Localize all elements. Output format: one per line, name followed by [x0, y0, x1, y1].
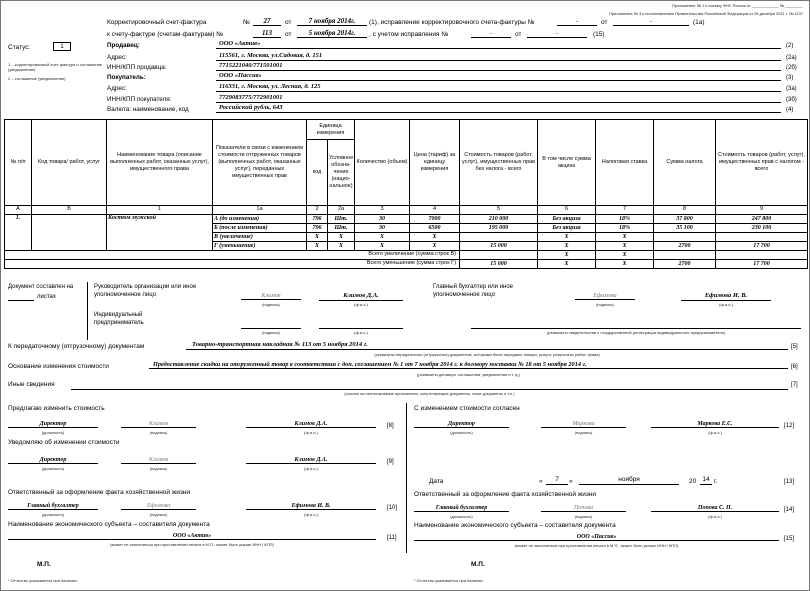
- agree-code: [12]: [784, 423, 795, 429]
- right-resp-label: Ответственный за оформление факта хозяйственной жизни: [414, 491, 597, 498]
- left-stamp: М.П.: [37, 561, 51, 568]
- header-line2-from: от: [285, 31, 292, 38]
- party-code: (2а): [786, 55, 797, 61]
- header-line1-no: №: [243, 19, 250, 26]
- total-increase-cost: [460, 251, 538, 260]
- other-label: Иные сведения: [8, 381, 55, 388]
- th-unit-code: код: [307, 140, 328, 206]
- header-line1-from2: от: [601, 19, 608, 26]
- cell-unit-name: X: [328, 233, 355, 242]
- left-resp-code: [10]: [387, 505, 398, 511]
- th-cost-with-tax: Стоимость товаров (работ, услуг), имущественных прав с налогом - всего: [716, 120, 808, 206]
- th-cost-no-tax: Стоимость товаров (работ, услуг), имущественных прав без налога - всего: [460, 120, 538, 206]
- col-num: 2: [307, 206, 328, 215]
- row-product-name: Костюм мужской: [107, 215, 213, 251]
- party-code: (3): [786, 75, 794, 81]
- cell-excise: X: [538, 242, 596, 251]
- right-footnote: * Отчество указывается при наличии.: [414, 578, 484, 583]
- right-entity-value: ООО «Пассив»: [414, 534, 779, 541]
- basis-value: Предоставление скидки на отгруженный товар в соответствии с доп. соглашением № 1 от 7 ноября 2014 г. к договору поставки № 18 от 5 ноября 2014 г.: [149, 362, 788, 369]
- right-resp-position: Главный бухгалтер: [414, 505, 509, 512]
- header-line2-mid: , с учетом исправления №: [369, 31, 449, 38]
- date-month: ноября: [579, 477, 679, 485]
- left-entity-code: [11]: [387, 535, 397, 541]
- top-note-2: Приложение № 3 к постановлению Правительства Российской Федерации от 26 декабря 2011 г. № 1137: [609, 11, 803, 16]
- th-code: Код товара/ работ, услуг: [32, 120, 107, 206]
- row-indicator: А (до изменения): [213, 215, 307, 224]
- col-num: 8: [654, 206, 716, 215]
- basis-caption: (реквизиты договора, соглашения, уведомления и т. д.): [417, 372, 520, 377]
- cell-unit-name: X: [328, 242, 355, 251]
- accountant-signature: Ефимова: [575, 293, 635, 300]
- header-line1-code: (1а): [693, 19, 705, 26]
- total-decrease-tax: 2700: [654, 260, 716, 269]
- agree-name: Маркова Е.С.: [651, 421, 779, 428]
- party-label: ИНН/КПП покупателя:: [107, 96, 172, 103]
- date-label: Дата: [429, 478, 444, 485]
- other-code: [7]: [791, 382, 798, 388]
- header-line2-from2: от: [515, 31, 522, 38]
- base-invoice-number: 113: [253, 30, 281, 38]
- caption-reg: (реквизиты свидетельства о государственной регистрации индивидуального предпринимателя): [546, 330, 726, 335]
- col-num: А: [5, 206, 32, 215]
- cell-tax-rate: X: [596, 242, 654, 251]
- cell-qty: 30: [355, 215, 410, 224]
- party-code: (3б): [786, 97, 797, 103]
- header-line2-label: к счету-фактуре (счетам-фактурам) №: [107, 31, 224, 38]
- cell-cost-with-tax: 247 800: [716, 215, 808, 224]
- date-year2: 14: [700, 477, 712, 485]
- party-value: 7729083775/772901001: [216, 95, 781, 103]
- doc-pages-label: листах: [37, 294, 56, 300]
- head-signature: Климов: [241, 293, 301, 300]
- caption-fio: (ф.и.о.): [304, 466, 318, 471]
- left-resp-signature: Ефимова: [121, 503, 196, 510]
- accountant-label: Главный бухгалтер или иное уполномоченное лицо: [433, 284, 514, 298]
- date-suffix: г.: [714, 478, 718, 485]
- right-entity-label: Наименование экономического субъекта – составителя документа: [414, 522, 616, 529]
- th-tax-rate: Налоговая ставка: [596, 120, 654, 206]
- left-resp-name: Ефимова И. В.: [246, 503, 376, 510]
- left-entity-value: ООО «Актив»: [8, 533, 376, 540]
- cell-excise: X: [538, 233, 596, 242]
- column-divider: [406, 403, 407, 553]
- party-label: Валюта: наименование, код: [107, 106, 189, 113]
- date-quote-open: «: [539, 478, 543, 485]
- status-note-1: 1 – корректировочный счет-фактура и соглашение (уведомление): [8, 62, 103, 72]
- other-line: [71, 389, 788, 390]
- agree-signature: Маркова: [541, 421, 626, 428]
- table-row: [5, 215, 808, 224]
- col-num: 7: [596, 206, 654, 215]
- header-line2-code: (15): [593, 31, 605, 38]
- header-line1-mid: (1), исправление корректировочного счета-фактуры №: [369, 19, 535, 26]
- left-resp-position: Главный бухгалтер: [8, 503, 98, 510]
- ip-label: Индивидуальный предприниматель: [94, 312, 144, 326]
- total-decrease-total: 17 700: [716, 260, 808, 269]
- left-footnote: * Отчество указывается при наличии.: [8, 578, 78, 583]
- status-box: 1: [53, 42, 71, 51]
- transfer-code: [5]: [791, 344, 798, 350]
- header-line1-label: Корректировочный счет-фактура: [107, 19, 207, 26]
- caption-fio: (ф.и.о.): [354, 302, 368, 307]
- th-unit-name: Условное обозна-чение (нацио-нальное): [328, 140, 355, 206]
- transfer-value: Товарно-транспортная накладная № 113 от 5 ноября 2014 г.: [186, 342, 788, 350]
- total-increase-total: [716, 251, 808, 260]
- propose-label: Предлагаю изменить стоимость: [8, 405, 105, 412]
- cell-unit-name: Шт.: [328, 224, 355, 233]
- total-decrease-label: Всего уменьшение (сумма строк Г): [5, 260, 460, 269]
- total-decrease-rate: X: [596, 260, 654, 269]
- cell-tax-sum: [654, 233, 716, 242]
- propose-signature: Климов: [121, 421, 196, 428]
- col-num: 1а: [213, 206, 307, 215]
- party-code: (2): [786, 43, 794, 49]
- propose-position: Директор: [8, 421, 98, 428]
- right-entity-code: [15]: [784, 536, 795, 542]
- cell-price: 6500: [410, 224, 460, 233]
- header-line2-dash2: -: [527, 31, 587, 38]
- cell-cost-no-tax: [460, 233, 538, 242]
- cell-cost-with-tax: 230 100: [716, 224, 808, 233]
- row-indicator: Г (уменьшение): [213, 242, 307, 251]
- cell-tax-sum: 35 100: [654, 224, 716, 233]
- caption-signature: (подпись): [574, 514, 593, 519]
- caption-sig: (подпись): [262, 330, 280, 335]
- caption-fio: (ф.и.о.): [708, 514, 722, 519]
- right-stamp: М.П.: [471, 561, 485, 568]
- date-quote-close: »: [569, 478, 573, 485]
- col-num: 6: [538, 206, 596, 215]
- right-entity-caption: (может не заполняться при проставлении печати в М.П., может быть указан ИНН / КПП): [514, 543, 679, 548]
- caption-sig: (подпись): [262, 302, 280, 307]
- cell-excise: Без акциза: [538, 224, 596, 233]
- doc-pages-line: [8, 300, 34, 301]
- column-numbers-row: [5, 206, 808, 215]
- date-code: [13]: [784, 479, 795, 485]
- cell-price: 7000: [410, 215, 460, 224]
- correction-number: 27: [253, 18, 281, 26]
- party-value: ООО «Пассив»: [216, 73, 781, 81]
- caption-position: (должность): [450, 430, 473, 435]
- other-caption: (ссылки на неотъемлемые приложения, сопутствующие документы, иные документы и т.п.): [344, 391, 515, 396]
- caption-signature: (подпись): [149, 512, 168, 517]
- header-line1-dash2: -: [613, 19, 689, 26]
- col-num: 3: [355, 206, 410, 215]
- caption-position: (должность): [41, 466, 65, 471]
- total-decrease-excise: X: [538, 260, 596, 269]
- cell-cost-with-tax: 17 700: [716, 242, 808, 251]
- caption-fio: (ф.и.о.): [304, 430, 318, 435]
- agree-position: Директор: [414, 421, 509, 428]
- cell-qty: X: [355, 242, 410, 251]
- base-invoice-date: 5 ноября 2014г.: [297, 30, 367, 38]
- caption-signature: (подпись): [149, 466, 168, 471]
- col-num: 2а: [328, 206, 355, 215]
- header-line2-dash1: -: [471, 31, 511, 38]
- cell-cost-no-tax: 210 000: [460, 215, 538, 224]
- agree-label: С изменением стоимости согласен: [414, 405, 520, 412]
- caption-fio: (ф.и.о.): [708, 430, 722, 435]
- party-value: ООО «Актив»: [216, 41, 781, 49]
- left-resp-label: Ответственный за оформление факта хозяйственной жизни: [8, 489, 191, 496]
- row-number: 1.: [5, 215, 32, 251]
- left-entity-caption: (может не заполняться при проставлении печати в М.П., может быть указан ИНН / КПП): [110, 542, 274, 547]
- party-label: Адрес:: [107, 85, 127, 92]
- party-value: 115561, г. Москва, ул.Садовая, д. 151: [216, 53, 781, 61]
- cell-cost-with-tax: [716, 233, 808, 242]
- cell-cost-no-tax: 15 000: [460, 242, 538, 251]
- party-code: (3а): [786, 86, 797, 92]
- total-increase-label: Всего увеличение (сумма строк В): [5, 251, 460, 260]
- caption-position: (должность): [41, 430, 65, 435]
- total-decrease-row: [5, 260, 808, 269]
- left-entity-label: Наименование экономического субъекта – составителя документа: [8, 521, 210, 528]
- date-year: 20: [689, 478, 697, 485]
- head-label: Руководитель организации или иное уполномоченное лицо: [94, 284, 197, 298]
- th-excise: В том числе сумма акциза: [538, 120, 596, 206]
- party-value: 7715221040/771501001: [216, 63, 781, 71]
- propose-name: Климов Д.А.: [246, 421, 376, 428]
- accountant-name: Ефимова И. В.: [681, 293, 771, 301]
- th-price: Цена (тариф) за единицу измерения: [410, 120, 460, 206]
- notify-label: Уведомляю об изменении стоимости: [8, 439, 120, 446]
- th-indicators: Показатели в связи с изменением стоимости отгруженных товаров (выполненных работ, оказанных услуг), переданных имущественных прав: [213, 120, 307, 206]
- cell-tax-sum: 2700: [654, 242, 716, 251]
- row-indicator: В (увеличение): [213, 233, 307, 242]
- date-day: 7: [546, 477, 568, 485]
- caption-signature: (подпись): [149, 430, 168, 435]
- notify-position: Директор: [8, 457, 98, 464]
- total-increase-row: [5, 251, 808, 260]
- caption-sig: (подпись): [596, 302, 614, 307]
- total-decrease-cost: 15 000: [460, 260, 538, 269]
- ip-reg-line: [471, 328, 801, 329]
- party-value: 116331, г. Москва, ул. Лесная, д. 125: [216, 84, 781, 92]
- ip-signature-line: [241, 328, 301, 329]
- row-product-code: [32, 215, 107, 251]
- col-num: 4: [410, 206, 460, 215]
- col-num: 5: [460, 206, 538, 215]
- caption-position: (должность): [41, 512, 65, 517]
- correction-date: 7 ноября 2014г.: [297, 18, 367, 26]
- head-name: Климов Д.А.: [319, 293, 403, 301]
- cell-excise: Без акциза: [538, 215, 596, 224]
- caption-fio: (ф.и.о.): [354, 330, 368, 335]
- notify-signature: Климов: [121, 457, 196, 464]
- caption-position: (должность): [450, 514, 473, 519]
- total-increase-excise: X: [538, 251, 596, 260]
- status-label: Статус:: [8, 44, 31, 51]
- party-label: Покупатель:: [107, 74, 146, 81]
- cell-unit-code: X: [307, 242, 328, 251]
- cell-price: X: [410, 233, 460, 242]
- party-code: (4): [786, 107, 794, 113]
- cell-unit-code: 796: [307, 215, 328, 224]
- party-code: (2б): [786, 65, 797, 71]
- total-increase-rate: X: [596, 251, 654, 260]
- status-note-2: 2 – соглашение (уведомление): [8, 76, 66, 81]
- cell-tax-rate: 18%: [596, 215, 654, 224]
- right-resp-name: Попова С. П.: [651, 505, 779, 512]
- basis-code: [6]: [791, 364, 798, 370]
- notify-code: [9]: [387, 459, 394, 465]
- party-label: ИНН/КПП продавца:: [107, 64, 167, 71]
- cell-tax-rate: X: [596, 233, 654, 242]
- propose-code: [8]: [387, 423, 394, 429]
- cell-qty: 30: [355, 224, 410, 233]
- top-note-1: Приложение № 1 к письму ФНС России от ____________ № ________: [672, 3, 803, 8]
- caption-fio: (ф.и.о.): [304, 512, 318, 517]
- party-value: Российский рубль, 643: [216, 105, 781, 113]
- th-tax-sum: Сумма налога: [654, 120, 716, 206]
- caption-signature: (подпись): [574, 430, 593, 435]
- right-resp-signature: Попова: [541, 505, 626, 512]
- th-n: № п/п: [5, 120, 32, 206]
- col-num: Б: [32, 206, 107, 215]
- cell-cost-no-tax: 195 000: [460, 224, 538, 233]
- cell-unit-code: X: [307, 233, 328, 242]
- transfer-caption: (реквизиты передаточных (отгрузочных) документов, которыми были переданы товары, услуги, результаты работ, права): [374, 352, 600, 357]
- notify-name: Климов Д.А.: [246, 457, 376, 464]
- transfer-label: К передаточному (отгрузочному) документам: [8, 343, 145, 350]
- cell-unit-name: Шт.: [328, 215, 355, 224]
- basis-label: Основание изменения стоимости: [8, 363, 109, 370]
- cell-tax-rate: 18%: [596, 224, 654, 233]
- invoice-table: [4, 119, 808, 269]
- th-name: Наименование товара (описание выполненных работ, оказанных услуг), имущественного права: [107, 120, 213, 206]
- cell-price: X: [410, 242, 460, 251]
- cell-unit-code: 796: [307, 224, 328, 233]
- total-increase-tax: [654, 251, 716, 260]
- th-qty: Количество (объем): [355, 120, 410, 206]
- cell-tax-sum: 37 800: [654, 215, 716, 224]
- th-unit: Единица измерения: [307, 120, 355, 140]
- col-num: 9: [716, 206, 808, 215]
- doc-composed-label: Документ составлен на: [8, 284, 74, 290]
- col-num: 1: [107, 206, 213, 215]
- cell-qty: X: [355, 233, 410, 242]
- row-indicator: Б (после изменения): [213, 224, 307, 233]
- caption-fio: (ф.и.о.): [719, 302, 733, 307]
- header-line1-from: от: [285, 19, 292, 26]
- divider: [87, 282, 88, 340]
- header-line1-dash1: -: [557, 19, 597, 26]
- right-resp-code: [14]: [784, 507, 795, 513]
- party-label: Продавец:: [107, 42, 140, 49]
- ip-name-line: [319, 328, 403, 329]
- party-label: Адрес:: [107, 54, 127, 61]
